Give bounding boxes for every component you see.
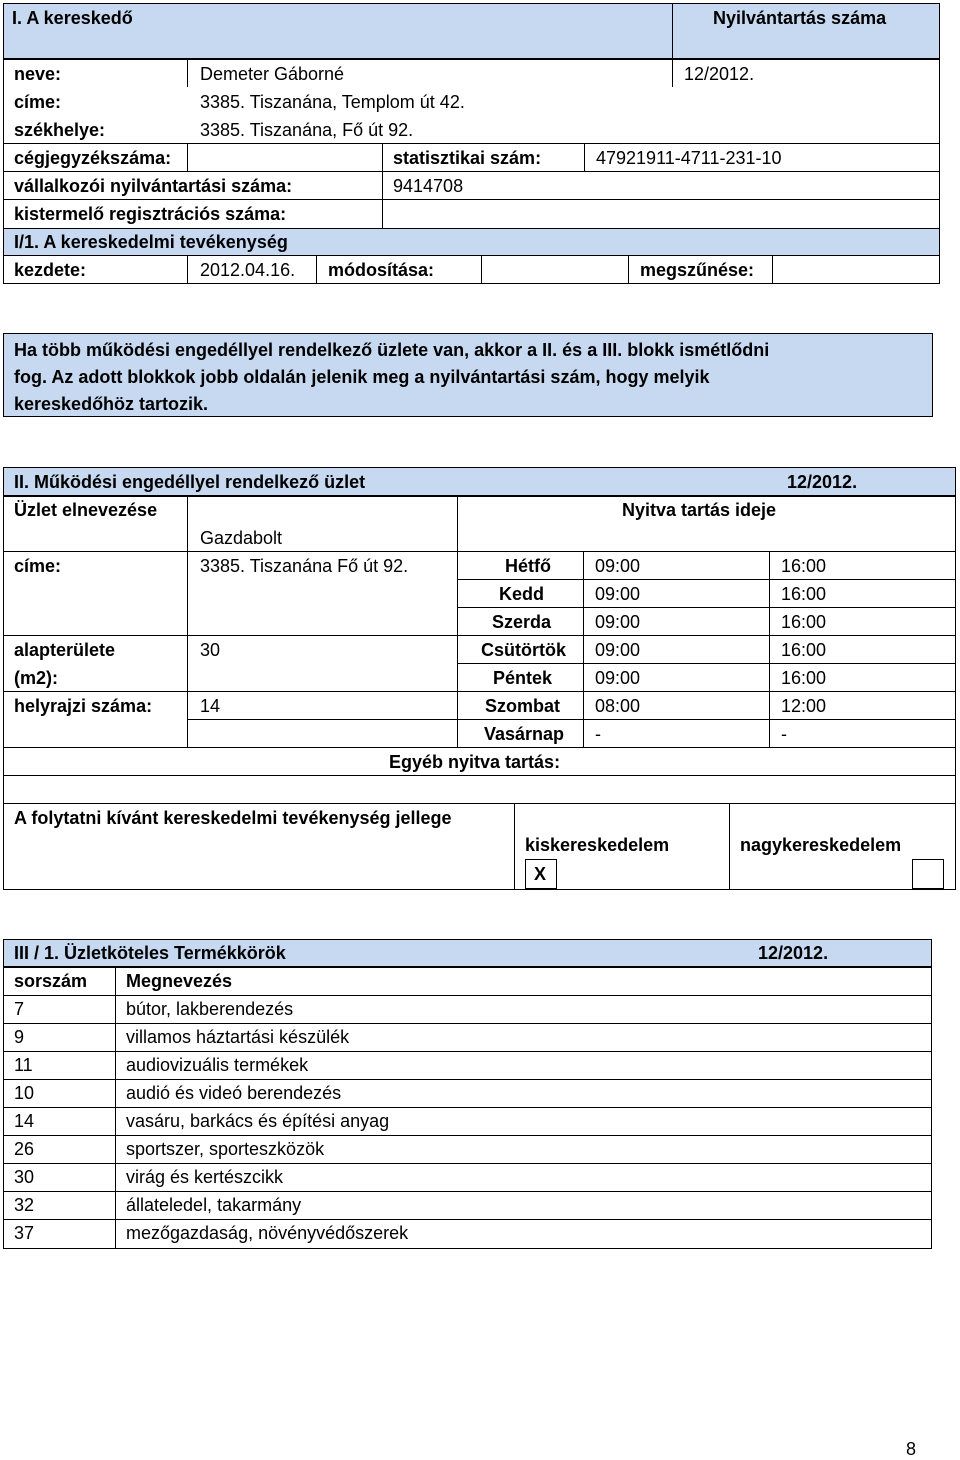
- divider: [514, 803, 515, 890]
- product-number: 9: [14, 1027, 25, 1047]
- entrepreneur-number-value: 9414708: [393, 176, 464, 196]
- wholesale-label: nagykereskedelem: [740, 835, 902, 855]
- divider: [187, 255, 188, 284]
- divider: [672, 59, 673, 87]
- product-number: 11: [14, 1055, 33, 1075]
- divider: [457, 607, 956, 608]
- divider: [3, 1191, 932, 1192]
- divider: [187, 59, 188, 87]
- divider: [584, 143, 585, 171]
- divider: [457, 496, 458, 747]
- product-name: mezőgazdaság, növényvédőszerek: [126, 1223, 409, 1243]
- divider: [772, 255, 773, 284]
- divider: [115, 967, 116, 1249]
- hours-open: 09:00: [595, 556, 641, 576]
- product-number: 7: [14, 999, 25, 1019]
- column-header-number: sorszám: [14, 971, 88, 991]
- area-label-line-2: (m2):: [14, 668, 58, 688]
- divider: [3, 1079, 932, 1080]
- name-value: Demeter Gáborné: [200, 64, 345, 84]
- divider: [3, 775, 956, 776]
- products-registration-number: 12/2012.: [758, 943, 829, 963]
- divider: [481, 255, 482, 284]
- producer-number-label: kistermelő regisztrációs száma:: [14, 204, 287, 224]
- shop-name-label: Üzlet elnevezése: [14, 500, 158, 520]
- name-label: neve:: [14, 64, 62, 84]
- notice-line-2: fog. Az adott blokkok jobb oldalán jelenik meg a nyilvántartási szám, hogy melyik: [14, 367, 710, 387]
- modification-label: módosítása:: [328, 260, 435, 280]
- divider: [187, 143, 188, 171]
- page-number: 8: [906, 1439, 917, 1459]
- address-value: 3385. Tiszanána, Templom út 42.: [200, 92, 465, 112]
- hours-day: Szombat: [484, 696, 560, 716]
- divider: [3, 551, 956, 552]
- divider: [316, 255, 317, 284]
- divider: [3, 171, 940, 172]
- shop-title: II. Működési engedéllyel rendelkező üzlet: [14, 472, 366, 492]
- hours-close: 16:00: [781, 556, 827, 576]
- product-number: 26: [14, 1139, 35, 1159]
- divider: [3, 803, 956, 804]
- shop-registration-number: 12/2012.: [787, 472, 858, 492]
- product-number: 37: [14, 1223, 35, 1243]
- notice-line-3: kereskedőhöz tartozik.: [14, 394, 209, 414]
- divider: [769, 551, 770, 747]
- product-name: audió és videó berendezés: [126, 1083, 342, 1103]
- hours-open: 09:00: [595, 584, 641, 604]
- hours-close: 16:00: [781, 640, 827, 660]
- hours-day: Csütörtök: [481, 640, 566, 660]
- hours-close: 16:00: [781, 612, 827, 632]
- hours-open: 09:00: [595, 640, 641, 660]
- product-name: állateledel, takarmány: [126, 1195, 302, 1215]
- product-name: vasáru, barkács és építési anyag: [126, 1111, 390, 1131]
- statistical-number-label: statisztikai szám:: [393, 148, 542, 168]
- activity-type-label: A folytatni kívánt kereskedelmi tevékenység jellege: [14, 808, 452, 828]
- shop-address-label: címe:: [14, 556, 62, 576]
- hours-close: 16:00: [781, 668, 827, 688]
- divider: [3, 691, 956, 692]
- hours-day: Szerda: [491, 612, 551, 632]
- divider: [3, 143, 940, 144]
- plot-number-value: 14: [200, 696, 221, 716]
- area-value: 30: [200, 640, 221, 660]
- retail-checkbox[interactable]: [525, 859, 557, 889]
- plot-number-label: helyrajzi száma:: [14, 696, 153, 716]
- product-number: 10: [14, 1083, 35, 1103]
- divider: [3, 255, 940, 256]
- column-header-name: Megnevezés: [126, 971, 233, 991]
- product-name: audiovizuális termékek: [126, 1055, 309, 1075]
- divider: [628, 255, 629, 284]
- divider: [457, 663, 956, 664]
- registration-title: Nyilvántartás száma: [713, 8, 887, 28]
- hours-open: -: [595, 724, 601, 744]
- retail-check-mark: X: [534, 864, 547, 884]
- company-registration-label: cégjegyzékszáma:: [14, 148, 172, 168]
- product-number: 30: [14, 1167, 35, 1187]
- area-label-line-1: alapterülete: [14, 640, 116, 660]
- merchant-title: I. A kereskedő: [12, 8, 133, 28]
- divider: [729, 803, 730, 890]
- divider: [3, 1051, 932, 1052]
- products-title: III / 1. Üzletköteles Termékkörök: [14, 943, 286, 963]
- product-name: villamos háztartási készülék: [126, 1027, 350, 1047]
- hours-close: 12:00: [781, 696, 827, 716]
- wholesale-checkbox[interactable]: [912, 859, 944, 889]
- divider: [3, 995, 932, 996]
- seat-value: 3385. Tiszanána, Fő út 92.: [200, 120, 414, 140]
- divider: [672, 3, 673, 59]
- seat-label: székhelye:: [14, 120, 106, 140]
- divider: [457, 579, 956, 580]
- address-label: címe:: [14, 92, 62, 112]
- start-value: 2012.04.16.: [200, 260, 296, 280]
- divider: [3, 228, 940, 229]
- hours-close: 16:00: [781, 584, 827, 604]
- product-name: sportszer, sporteszközök: [126, 1139, 325, 1159]
- divider: [3, 1107, 932, 1108]
- notice-line-1: Ha több működési engedéllyel rendelkező üzlete van, akkor a II. és a III. blokk ismétlődni: [14, 340, 770, 360]
- divider: [3, 1163, 932, 1164]
- divider: [583, 551, 584, 747]
- divider: [187, 719, 956, 720]
- hours-day: Péntek: [492, 668, 552, 688]
- divider: [3, 199, 940, 200]
- divider: [3, 1219, 932, 1220]
- hours-open: 09:00: [595, 612, 641, 632]
- opening-hours-title: Nyitva tartás ideje: [622, 500, 777, 520]
- other-hours-label: Egyéb nyitva tartás:: [389, 752, 561, 772]
- hours-close: -: [781, 724, 787, 744]
- product-name: bútor, lakberendezés: [126, 999, 294, 1019]
- shop-name-value: Gazdabolt: [200, 528, 283, 548]
- product-name: virág és kertészcikk: [126, 1167, 284, 1187]
- divider: [3, 1135, 932, 1136]
- entrepreneur-number-label: vállalkozói nyilvántartási száma:: [14, 176, 293, 196]
- hours-day: Kedd: [499, 584, 544, 604]
- registration-number: 12/2012.: [684, 64, 755, 84]
- hours-day: Vasárnap: [483, 724, 564, 744]
- hours-open: 08:00: [595, 696, 641, 716]
- statistical-number-value: 47921911-4711-231-10: [596, 148, 782, 168]
- shop-address-value: 3385. Tiszanána Fő út 92.: [200, 556, 409, 576]
- termination-label: megszűnése:: [640, 260, 755, 280]
- hours-day: Hétfő: [505, 556, 551, 576]
- product-number: 14: [14, 1111, 35, 1131]
- divider: [382, 143, 383, 228]
- divider: [3, 1023, 932, 1024]
- retail-label: kiskereskedelem: [525, 835, 670, 855]
- divider: [3, 747, 956, 748]
- hours-open: 09:00: [595, 668, 641, 688]
- start-label: kezdete:: [14, 260, 87, 280]
- activity-title: I/1. A kereskedelmi tevékenység: [14, 232, 288, 252]
- divider: [3, 635, 956, 636]
- product-number: 32: [14, 1195, 35, 1215]
- divider: [187, 496, 188, 747]
